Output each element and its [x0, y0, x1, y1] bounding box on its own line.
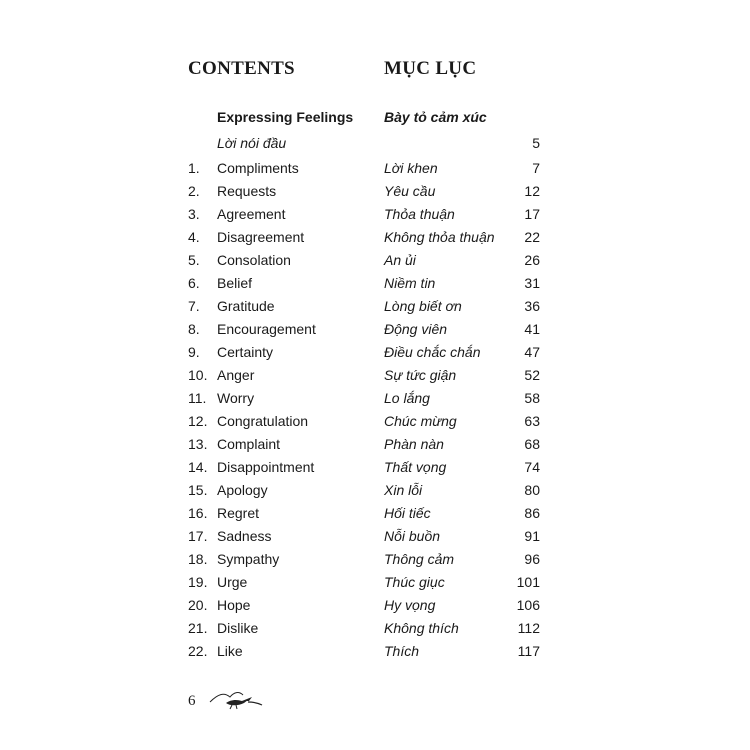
entry-title-vi: Động viên: [384, 321, 448, 337]
entry-title-vi: Không thích: [384, 620, 459, 636]
entry-number: 16.: [188, 505, 208, 521]
entry-title-en: Certainty: [217, 344, 274, 360]
entry-title-vi: Yêu cầu: [384, 183, 436, 199]
entry-number: 9.: [188, 344, 200, 360]
entry-title-en: Dislike: [217, 620, 259, 636]
entry-page: 58: [524, 390, 540, 406]
entry-title-en: Like: [217, 643, 243, 659]
entry-number: 8.: [188, 321, 200, 337]
entry-title-en: Agreement: [217, 206, 286, 222]
entry-title-vi: Điều chắc chắn: [384, 344, 481, 360]
entry-page: 22: [524, 229, 540, 245]
toc-row: [0, 504, 750, 527]
toc-row: [0, 619, 750, 642]
entry-title-vi: Lo lắng: [384, 390, 430, 406]
muc-luc-heading: MỤC LỤC: [384, 58, 477, 79]
entry-number: 4.: [188, 229, 200, 245]
entry-title-vi: Niềm tin: [384, 275, 436, 291]
entry-page: 31: [524, 275, 540, 291]
toc-row: [0, 320, 750, 343]
entry-number: 14.: [188, 459, 208, 475]
entry-page: 52: [524, 367, 540, 383]
entry-number: 18.: [188, 551, 208, 567]
contents-heading: CONTENTS: [188, 58, 295, 79]
entry-title-en: Worry: [217, 390, 255, 406]
entry-title-en: Urge: [217, 574, 248, 590]
table-of-contents: [0, 134, 750, 665]
section-title-vi: Bày tỏ cảm xúc: [384, 109, 487, 125]
entry-number: 2.: [188, 183, 200, 199]
entry-title-en: Consolation: [217, 252, 291, 268]
entry-title-vi: Hối tiếc: [384, 505, 431, 521]
entry-number: 6.: [188, 275, 200, 291]
entry-title-en: Encouragement: [217, 321, 316, 337]
entry-number: 11.: [188, 390, 207, 406]
entry-title-vi: Chúc mừng: [384, 413, 457, 429]
entry-page: 17: [524, 206, 540, 222]
entry-number: 5.: [188, 252, 200, 268]
toc-row: [0, 596, 750, 619]
toc-row: [0, 642, 750, 665]
bird-ornament-icon: [208, 688, 264, 715]
entry-number: 7.: [188, 298, 200, 314]
entry-page: 91: [524, 528, 540, 544]
entry-page: 68: [524, 436, 540, 452]
entry-page: 86: [524, 505, 540, 521]
entry-title-vi: Thúc giục: [384, 574, 445, 590]
entry-number: 22.: [188, 643, 208, 659]
entry-page: 26: [524, 252, 540, 268]
entry-number: 20.: [188, 597, 208, 613]
entry-title-vi: Không thỏa thuận: [384, 229, 495, 245]
entry-page: 36: [524, 298, 540, 314]
entry-number: 17.: [188, 528, 208, 544]
entry-title-en: Regret: [217, 505, 260, 521]
entry-page: 96: [524, 551, 540, 567]
entry-title-en: Belief: [217, 275, 253, 291]
entry-page: 112: [517, 620, 540, 636]
page-number: 6: [188, 693, 196, 709]
entry-title-en: Disagreement: [217, 229, 305, 245]
entry-title-vi: Thông cảm: [384, 551, 455, 567]
toc-row: [0, 389, 750, 412]
toc-row: [0, 182, 750, 205]
toc-row: [0, 550, 750, 573]
toc-row: [0, 527, 750, 550]
entry-title-vi: Thích: [384, 643, 420, 659]
entry-title-vi: Lời khen: [384, 160, 438, 176]
toc-row: [0, 159, 750, 182]
entry-page: 12: [524, 183, 540, 199]
toc-row: [0, 435, 750, 458]
entry-page: 7: [532, 160, 540, 176]
preface-label: Lời nói đầu: [217, 135, 287, 151]
entry-page: 80: [524, 482, 540, 498]
entry-page: 74: [524, 459, 540, 475]
entry-title-en: Requests: [217, 183, 277, 199]
entry-title-en: Hope: [217, 597, 251, 613]
entry-title-vi: Thỏa thuận: [384, 206, 455, 222]
entry-number: 1.: [188, 160, 200, 176]
entry-title-en: Complaint: [217, 436, 281, 452]
toc-row: [0, 573, 750, 596]
entry-title-en: Sympathy: [217, 551, 280, 567]
entry-title-en: Disappointment: [217, 459, 315, 475]
entry-title-vi: Lòng biết ơn: [384, 298, 462, 314]
toc-row: [0, 228, 750, 251]
toc-row: [0, 297, 750, 320]
toc-row: [0, 481, 750, 504]
entry-number: 10.: [188, 367, 208, 383]
entry-page: 63: [524, 413, 540, 429]
entry-title-en: Gratitude: [217, 298, 275, 314]
toc-row: [0, 251, 750, 274]
toc-row: [0, 366, 750, 389]
entry-title-en: Sadness: [217, 528, 272, 544]
entry-number: 12.: [188, 413, 208, 429]
entry-number: 3.: [188, 206, 200, 222]
entry-title-en: Compliments: [217, 160, 299, 176]
toc-row: [0, 458, 750, 481]
entry-page: 117: [517, 643, 540, 659]
entry-page: 47: [524, 344, 540, 360]
preface-page: 5: [532, 135, 540, 151]
entry-title-en: Anger: [217, 367, 255, 383]
toc-row-preface: [0, 134, 750, 159]
entry-title-vi: Hy vọng: [384, 597, 436, 613]
entry-title-vi: An ủi: [384, 252, 416, 268]
entry-title-vi: Thất vọng: [384, 459, 447, 475]
entry-page: 106: [516, 597, 540, 613]
entry-page: 101: [516, 574, 540, 590]
toc-row: [0, 274, 750, 297]
entry-title-vi: Nỗi buồn: [384, 528, 441, 544]
entry-title-vi: Xin lỗi: [384, 482, 423, 498]
entry-title-vi: Phàn nàn: [384, 436, 444, 452]
toc-row: [0, 343, 750, 366]
entry-number: 21.: [188, 620, 208, 636]
entry-title-en: Apology: [217, 482, 268, 498]
section-title-en: Expressing Feelings: [217, 109, 354, 125]
entry-title-vi: Sự tức giận: [384, 367, 457, 383]
entry-number: 15.: [188, 482, 208, 498]
toc-row: [0, 205, 750, 228]
entry-page: 41: [524, 321, 540, 337]
entry-title-en: Congratulation: [217, 413, 309, 429]
entry-number: 13.: [188, 436, 208, 452]
toc-row: [0, 412, 750, 435]
entry-number: 19.: [188, 574, 208, 590]
